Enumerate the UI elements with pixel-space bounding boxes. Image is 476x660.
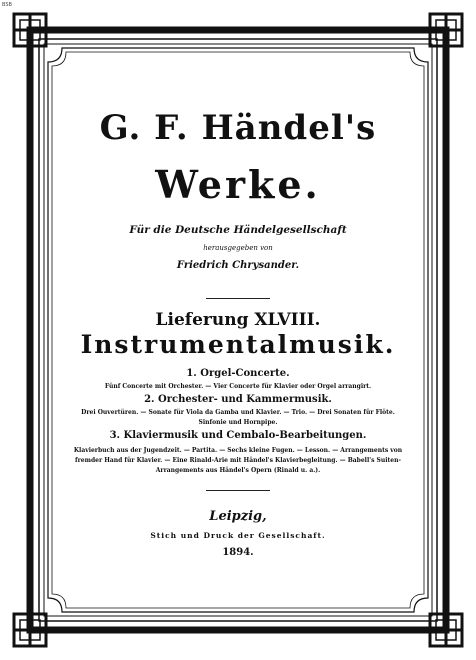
section-heading: 2. Orchester- und Kammermusik. bbox=[144, 394, 332, 405]
library-mark: BSB bbox=[2, 2, 12, 8]
section-description: Drei Ouvertüren. — Sonate für Viola da Gamba und Klavier. — Trio. — Drei Sonaten für Flöte. bbox=[81, 409, 395, 416]
author-name: G. F. Händel's bbox=[99, 108, 377, 148]
divider-rule bbox=[206, 298, 270, 299]
divider-rule bbox=[206, 490, 270, 491]
section-description: Fünf Concerte mit Orchester. — Vier Concerte für Klavier oder Orgel arrangirt. bbox=[104, 383, 372, 390]
dedication-line: Für die Deutsche Händelgesellschaft bbox=[129, 224, 347, 236]
category-title: Instrumentalmusik. bbox=[80, 330, 396, 359]
section-description: Arrangements aus Händel's Opern (Rinald u. a.). bbox=[155, 467, 321, 474]
section-description: Klavierbuch aus der Jugendzeit. — Partita. — Sechs kleine Fugen. — Lesson. — Arrangements von bbox=[73, 447, 403, 454]
edited-by-label: herausgegeben von bbox=[203, 244, 273, 252]
section-heading: 3. Klaviermusik und Cembalo-Bearbeitungen. bbox=[109, 430, 367, 441]
printer-line: Stich und Druck der Gesellschaft. bbox=[150, 531, 326, 540]
title-page bbox=[60, 60, 416, 600]
section-heading: 1. Orgel-Concerte. bbox=[186, 368, 290, 379]
publication-place: Leipzig, bbox=[209, 509, 267, 524]
section-description: Sinfonie und Hornpipe. bbox=[198, 419, 278, 426]
publication-year: 1894. bbox=[222, 547, 254, 558]
editor-name: Friedrich Chrysander. bbox=[176, 260, 300, 271]
delivery-number: Lieferung XLVIII. bbox=[155, 310, 321, 330]
work-title: Werke. bbox=[155, 162, 321, 207]
section-description: fremder Hand für Klavier. — Eine Rinald-Arie mit Händel's Klavierbegleitung. — Babell's Suiten- bbox=[75, 457, 401, 464]
